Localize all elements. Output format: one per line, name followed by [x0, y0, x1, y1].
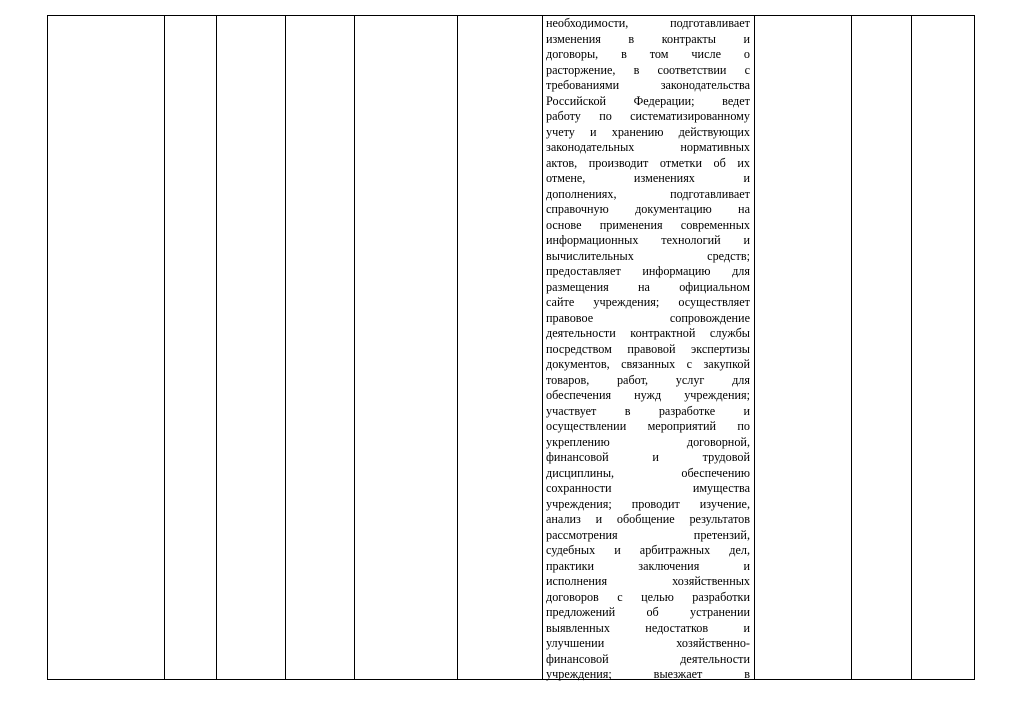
duties-text-line: актов, производит отметки об их: [546, 155, 750, 170]
duties-text-line: отмене, изменениях и: [546, 171, 750, 185]
duties-text-line: учреждения; выезжает в: [546, 667, 750, 681]
document-table: [47, 15, 975, 680]
duties-text-line: анализ и обобщение результатов: [546, 512, 750, 526]
duties-text-line: информационных технологий и: [546, 233, 750, 247]
duties-text-line: финансовой и трудовой: [546, 450, 750, 464]
duties-text-line: требованиями законодательства: [546, 78, 750, 92]
duties-text-line: вычислительных средств;: [546, 248, 750, 263]
duties-text-line: дисциплины, обеспечению: [546, 465, 750, 480]
duties-text-line: договоров с целью разработки: [546, 589, 750, 604]
duties-text-line: сайте учреждения; осуществляет: [546, 295, 750, 309]
duties-text-line: выявленных недостатков и: [546, 620, 750, 635]
duties-text-line: учреждения; проводит изучение,: [546, 496, 750, 511]
duties-text-line: правовое сопровождение: [546, 310, 750, 325]
duties-text-line: договоры, в том числе о: [546, 47, 750, 61]
duties-text-line: улучшении хозяйственно-: [546, 636, 750, 650]
duties-text-line: рассмотрения претензий,: [546, 527, 750, 542]
duties-text-line: судебных и арбитражных дел,: [546, 543, 750, 557]
duties-text-line: необходимости, подготавливает: [546, 16, 750, 30]
table-cell-col-9: [852, 16, 912, 679]
duties-text-line: законодательных нормативных: [546, 140, 750, 154]
table-cell-col-6: [458, 16, 543, 679]
table-cell-col-8: [755, 16, 852, 679]
table-cell-col-4: [286, 16, 355, 679]
duties-text-line: участвует в разработке и: [546, 403, 750, 418]
duties-text-line: сохранности имущества: [546, 481, 750, 495]
table-cell-col-2: [165, 16, 217, 679]
duties-text-line: финансовой деятельности: [546, 651, 750, 666]
duties-text-line: предложений об устранении: [546, 605, 750, 619]
table-cell-col-3: [217, 16, 286, 679]
duties-text-line: исполнения хозяйственных: [546, 574, 750, 588]
duties-text-line: Российской Федерации; ведет: [546, 93, 750, 108]
duties-text-line: осуществлении мероприятий по: [546, 419, 750, 433]
table-cell-col-1: [48, 16, 165, 679]
duties-text-line: посредством правовой экспертизы: [546, 341, 750, 356]
duties-text: [543, 16, 754, 683]
duties-text-line: практики заключения и: [546, 558, 750, 573]
duties-text-line: предоставляет информацию для: [546, 264, 750, 278]
duties-text-line: учету и хранению действующих: [546, 124, 750, 139]
table-cell-col-10: [912, 16, 974, 679]
duties-text-line: основе применения современных: [546, 217, 750, 232]
duties-text-line: документов, связанных с закупкой: [546, 357, 750, 371]
duties-text-line: справочную документацию на: [546, 202, 750, 216]
duties-text-line: размещения на официальном: [546, 279, 750, 294]
duties-text-line: обеспечения нужд учреждения;: [546, 388, 750, 402]
duties-text-line: расторжение, в соответствии с: [546, 62, 750, 77]
duties-text-line: укреплению договорной,: [546, 434, 750, 449]
table-cell-col-5: [355, 16, 458, 679]
duties-text-line: товаров, работ, услуг для: [546, 372, 750, 387]
duties-text-line: дополнениях, подготавливает: [546, 186, 750, 201]
table-cell-duties: [543, 16, 755, 679]
duties-text-line: изменения в контракты и: [546, 31, 750, 46]
duties-text-line: деятельности контрактной службы: [546, 326, 750, 340]
duties-text-line: работу по систематизированному: [546, 109, 750, 123]
